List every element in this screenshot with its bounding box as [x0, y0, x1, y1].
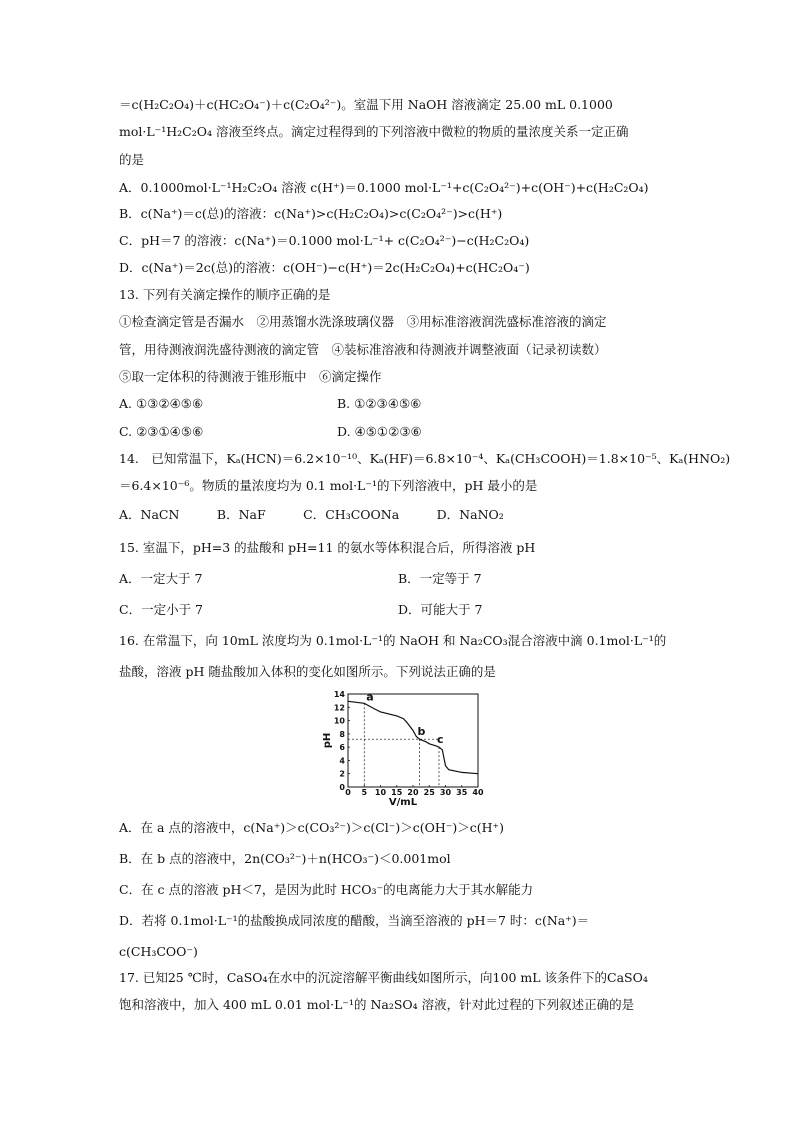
- q12-text-line-3: 的是: [119, 152, 145, 167]
- x-tick-label: 40: [472, 788, 484, 797]
- point-label-a: a: [366, 690, 374, 704]
- q15-option-d: D．可能大于 7: [398, 602, 483, 617]
- y-tick-label: 14: [333, 690, 345, 699]
- q17-question-line-2: 饱和溶液中，加入 400 mL 0.01 mol·L⁻¹的 Na₂SO₄ 溶液，针对此过程的下列叙述正确的是: [119, 997, 635, 1012]
- q12-option-a: A．0.1000mol·L⁻¹H₂C₂O₄ 溶液 c(H⁺)＝0.1000 mol·L⁻¹+c(C₂O₄²⁻)+c(OH⁻)+c(H₂C₂O₄): [119, 180, 649, 195]
- q16-question-line-1: 16. 在常温下，向 10mL 浓度均为 0.1mol·L⁻¹的 NaOH 和 Na₂CO₃混合溶液中滴 0.1mol·L⁻¹的: [119, 633, 667, 648]
- q16-option-a: A．在 a 点的溶液中，c(Na⁺)＞c(CO₃²⁻)＞c(Cl⁻)＞c(OH⁻)＞c(H⁺): [119, 820, 505, 835]
- q12-option-d: D．c(Na⁺)＝2c(总)的溶液：c(OH⁻)−c(H⁺)＝2c(H₂C₂O₄)+c(HC₂O₄⁻): [119, 260, 530, 275]
- q12-option-b: B．c(Na⁺)＝c(总)的溶液：c(Na⁺)>c(H₂C₂O₄)>c(C₂O₄²⁻)>c(H⁺): [119, 206, 503, 221]
- q14-options: A．NaCN B．NaF C．CH₃COONa D．NaNO₂: [119, 507, 504, 522]
- x-axis-label: V/mL: [388, 797, 418, 806]
- q13-steps-line-1: ①检查滴定管是否漏水 ②用蒸馏水洗涤玻璃仪器 ③用标准溶液润洗盛标准溶液的滴定: [119, 314, 607, 329]
- q15-option-a: A．一定大于 7: [119, 571, 203, 586]
- y-tick-label: 2: [339, 769, 345, 779]
- q13-option-d: D. ④⑤①②③⑥: [337, 424, 422, 439]
- x-tick-label: 25: [423, 788, 435, 797]
- y-tick-label: 6: [339, 743, 345, 753]
- x-tick-label: 10: [374, 788, 387, 797]
- x-tick-label: 35: [456, 788, 468, 797]
- y-tick-label: 8: [339, 729, 345, 739]
- x-tick-label: 20: [407, 788, 419, 797]
- q15-option-c: C．一定小于 7: [119, 602, 203, 617]
- q17-question-line-1: 17. 已知25 ℃时，CaSO₄在水中的沉淀溶解平衡曲线如图所示，向100 mL 该条件下的CaSO₄: [119, 970, 648, 985]
- x-tick-label: 0: [345, 788, 351, 797]
- y-tick-label: 12: [333, 703, 345, 713]
- x-tick-label: 15: [391, 788, 403, 797]
- y-tick-label: 0: [339, 783, 345, 792]
- q16-question-line-2: 盐酸，溶液 pH 随盐酸加入体积的变化如图所示。下列说法正确的是: [119, 664, 496, 679]
- q14-question-line-2: ＝6.4×10⁻⁶。物质的量浓度均为 0.1 mol·L⁻¹的下列溶液中，pH 最小的是: [119, 478, 538, 493]
- q13-option-c: C. ②③①④⑤⑥: [119, 424, 204, 439]
- q15-option-b: B．一定等于 7: [398, 571, 482, 586]
- point-label-b: b: [417, 725, 426, 739]
- q16-option-d-line-2: c(CH₃COO⁻): [119, 944, 198, 959]
- plot-frame: [348, 694, 478, 787]
- q14-question-line-1: 14. 已知常温下，Kₐ(HCN)＝6.2×10⁻¹⁰、Kₐ(HF)＝6.8×10⁻⁴、Kₐ(CH₃COOH)＝1.8×10⁻⁵、Kₐ(HNO₂): [119, 451, 731, 466]
- x-tick-label: 5: [361, 788, 368, 797]
- q16-option-c: C．在 c 点的溶液 pH＜7，是因为此时 HCO₃⁻的电离能力大于其水解能力: [119, 882, 534, 897]
- q12-text-line-2: mol·L⁻¹H₂C₂O₄ 溶液至终点。滴定过程得到的下列溶液中微粒的物质的量浓度关系一定正确: [119, 124, 629, 139]
- q15-question: 15. 室温下，pH=3 的盐酸和 pH=11 的氨水等体积混合后，所得溶液 pH: [119, 540, 536, 555]
- y-tick-label: 10: [333, 716, 345, 726]
- point-label-c: c: [437, 733, 444, 747]
- y-axis-label: pH: [322, 732, 333, 749]
- q12-option-c: C．pH＝7 的溶液：c(Na⁺)＝0.1000 mol·L⁻¹+ c(C₂O₄²⁻)−c(H₂C₂O₄): [119, 233, 530, 248]
- ph-titration-chart-svg: [298, 688, 498, 806]
- y-tick-label: 4: [339, 756, 345, 766]
- q13-steps-line-3: ⑤取一定体积的待测液于锥形瓶中 ⑥滴定操作: [119, 369, 382, 384]
- ph-titration-chart: [298, 688, 498, 806]
- q13-option-b: B. ①②③④⑤⑥: [337, 396, 422, 411]
- ph-curve: [348, 701, 478, 773]
- q12-text-line-1: ＝c(H₂C₂O₄)＋c(HC₂O₄⁻)＋c(C₂O₄²⁻)。室温下用 NaOH 溶液滴定 25.00 mL 0.1000: [119, 97, 613, 112]
- q13-option-a: A. ①③②④⑤⑥: [119, 396, 204, 411]
- q13-steps-line-2: 管，用待测液润洗盛待测液的滴定管 ④装标准溶液和待测液并调整液面（记录初读数）: [119, 342, 607, 357]
- q16-option-d-line-1: D．若将 0.1mol·L⁻¹的盐酸换成同浓度的醋酸，当滴至溶液的 pH＝7 时：c(Na⁺)＝: [119, 913, 590, 928]
- x-tick-label: 30: [439, 788, 452, 797]
- q13-question: 13. 下列有关滴定操作的顺序正确的是: [119, 287, 331, 302]
- q16-option-b: B．在 b 点的溶液中，2n(CO₃²⁻)＋n(HCO₃⁻)＜0.001mol: [119, 851, 451, 866]
